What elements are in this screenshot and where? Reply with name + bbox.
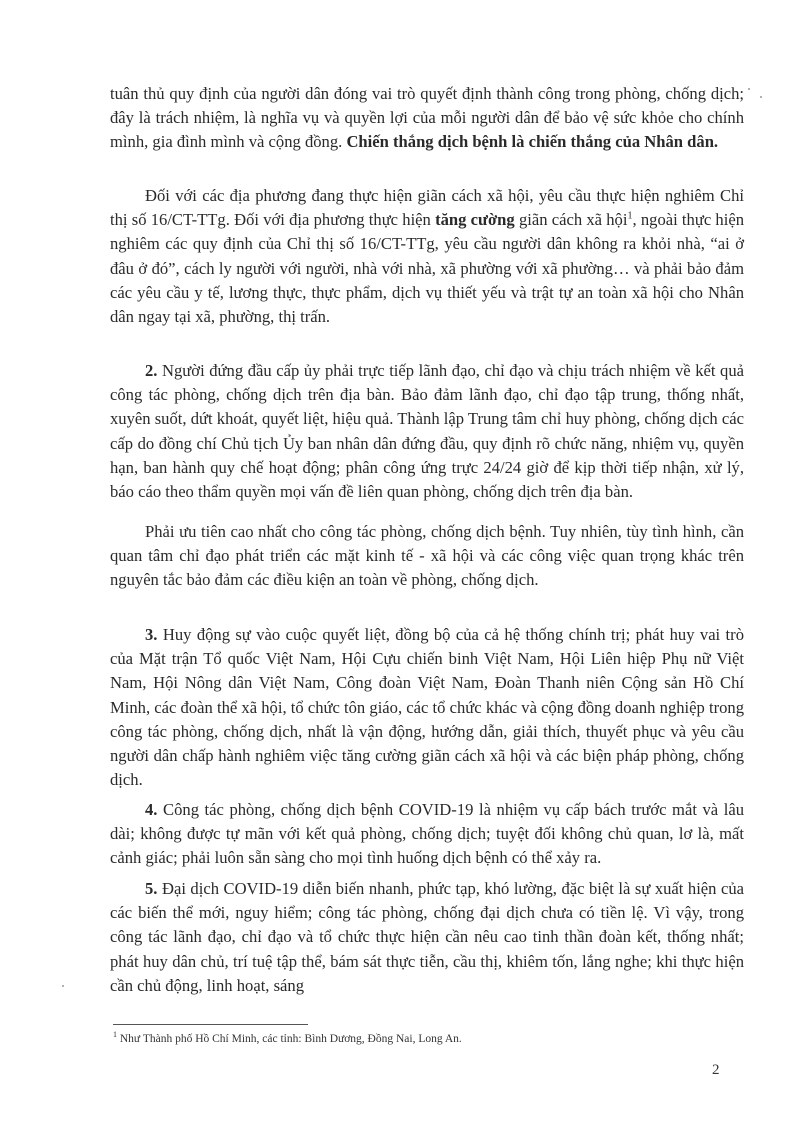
- paragraph-1: [110, 184, 744, 329]
- paragraph-6: [110, 877, 744, 998]
- footnote-text: Như Thành phố Hồ Chí Minh, các tỉnh: Bình Dương, Đồng Nai, Long An.: [117, 1033, 462, 1045]
- item-number-4: 4.: [145, 800, 158, 819]
- paragraph-5: [110, 798, 744, 871]
- paragraph-6-text: 5. Đại dịch COVID-19 diễn biến nhanh, phức tạp, khó lường, đặc biệt là sự xuất hiện của các biến thể mới, nguy hiểm; công tác phòng, chống đại dịch chưa có tiền lệ. Vì vậy, trong công tác lãnh đạo, chỉ đạo và tổ chức thực hiện cần nêu cao tinh thần đoàn kết, thống nhất; phát huy dân chủ, trí tuệ tập thể, bám sát thực tiễn, cầu thị, khiêm tốn, lắng nghe; khi thực hiện cần chủ động, linh hoạt, sáng: [110, 879, 744, 995]
- scan-speck: [760, 96, 762, 98]
- paragraph-2-text: 2. Người đứng đầu cấp ủy phải trực tiếp lãnh đạo, chỉ đạo và chịu trách nhiệm về kết quả công tác phòng, chống dịch trên địa bàn. Bảo đảm lãnh đạo, chỉ đạo tập trung, thống nhất, xuyên suốt, dứt khoát, quyết liệt, hiệu quả. Thành lập Trung tâm chỉ huy phòng, chống dịch các cấp do đồng chí Chủ tịch Ủy ban nhân dân đứng đầu, quy định rõ chức năng, nhiệm vụ, quyền hạn, ban hành quy chế hoạt động; phân công ứng trực 24/24 giờ để kịp thời tiếp nhận, xử lý, báo cáo theo thẩm quyền mọi vấn đề liên quan phòng, chống dịch trên địa bàn.: [110, 361, 744, 502]
- scan-speck: [62, 985, 64, 987]
- item-number-3: 3.: [145, 625, 158, 644]
- paragraph-3: [110, 520, 744, 593]
- item-number-5: 5.: [145, 879, 158, 898]
- page-number: 2: [712, 1062, 720, 1078]
- footnote-ref: 1: [627, 210, 633, 222]
- scan-speck: [748, 88, 750, 90]
- footnote-marker: 1: [113, 1030, 117, 1040]
- paragraph-5-text: 4. Công tác phòng, chống dịch bệnh COVID-19 là nhiệm vụ cấp bách trước mắt và lâu dài; không được tự mãn với kết quả phòng, chống dịch; tuyệt đối không chủ quan, lơ là, mất cảnh giác; phải luôn sẵn sàng cho mọi tình huống dịch bệnh có thể xảy ra.: [110, 800, 744, 868]
- bold-statement: Chiến thắng dịch bệnh là chiến thắng của Nhân dân.: [346, 132, 719, 152]
- paragraph-0: [110, 82, 744, 155]
- footnote-separator: [113, 1024, 308, 1025]
- item-number-2: 2.: [145, 361, 158, 380]
- paragraph-1-text: Đối với các địa phương đang thực hiện giãn cách xã hội, yêu cầu thực hiện nghiêm Chỉ thị số 16/CT-TTg. Đối với địa phương thực hiện tăng cường giãn cách xã hội$^1$, ngoài thực hiện nghiêm các quy định của Chỉ thị số 16/CT-TTg, yêu cầu người dân không ra khỏi nhà, “ai ở đâu ở đó”, cách ly người với người, nhà với nhà, xã phường với xã phường… và phải bảo đảm các yêu cầu y tế, lương thực, thực phẩm, dịch vụ thiết yếu và trật tự an toàn xã hội cho Nhân dân ngay tại xã, phường, thị trấn.: [110, 186, 744, 327]
- paragraph-4: [110, 623, 744, 792]
- paragraph-3-text: Phải ưu tiên cao nhất cho công tác phòng, chống dịch bệnh. Tuy nhiên, tùy tình hình, cần quan tâm chỉ đạo phát triển các mặt kinh tế - xã hội và các công việc quan trọng khác trên nguyên tắc bảo đảm các điều kiện an toàn về phòng, chống dịch.: [110, 522, 744, 590]
- paragraph-4-text: 3. Huy động sự vào cuộc quyết liệt, đồng bộ của cả hệ thống chính trị; phát huy vai trò của Mặt trận Tổ quốc Việt Nam, Hội Cựu chiến binh Việt Nam, Hội Liên hiệp Phụ nữ Việt Nam, Hội Nông dân Việt Nam, Công đoàn Việt Nam, Đoàn Thanh niên Cộng sản Hồ Chí Minh, các đoàn thể xã hội, tổ chức tôn giáo, các tổ chức khác và cộng đồng doanh nghiệp trong công tác phòng, chống dịch, nhất là vận động, hướng dẫn, giải thích, thuyết phục và yêu cầu người dân chấp hành nghiêm việc tăng cường giãn cách xã hội và các biện pháp phòng, chống dịch.: [110, 625, 744, 790]
- paragraph-0-text: tuân thủ quy định của người dân đóng vai trò quyết định thành công trong phòng, chống dịch; đây là trách nhiệm, là nghĩa vụ và quyền lợi của mỗi người dân để bảo vệ sức khỏe cho chính mình, gia đình mình và cộng đồng. Chiến thắng dịch bệnh là chiến thắng của Nhân dân.: [110, 84, 744, 152]
- paragraph-2: [110, 359, 744, 504]
- footnote: [113, 1032, 462, 1046]
